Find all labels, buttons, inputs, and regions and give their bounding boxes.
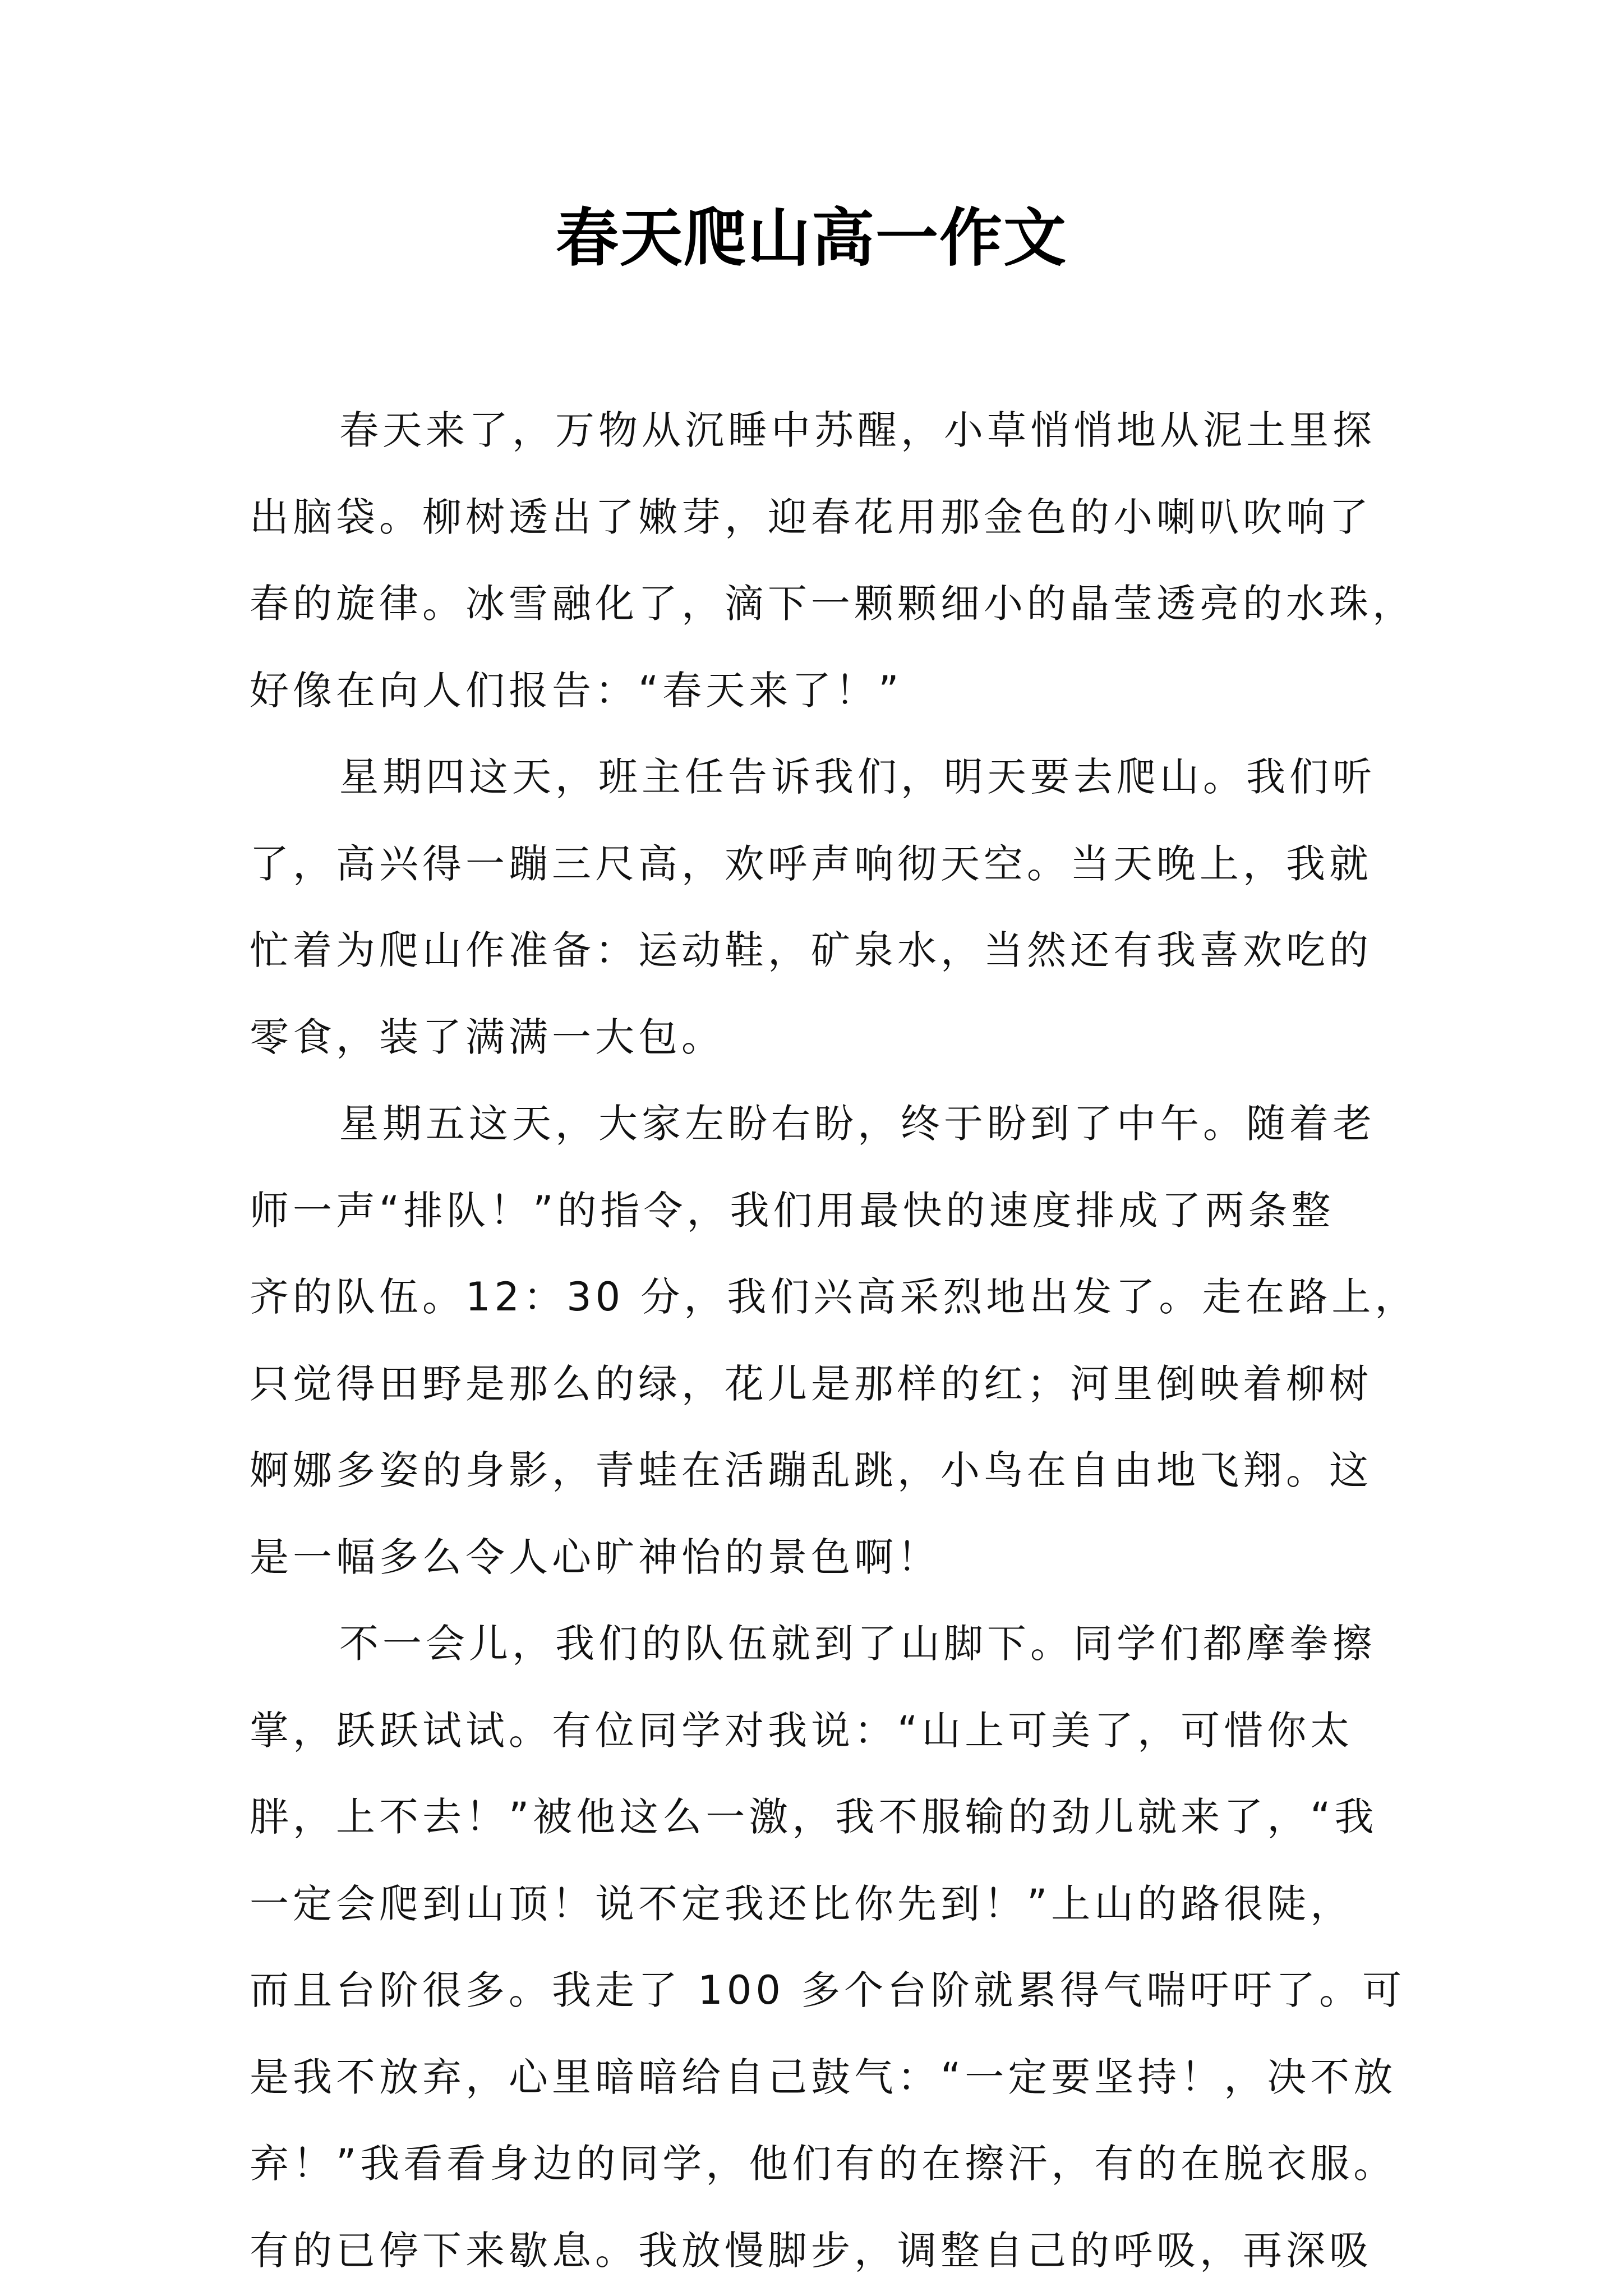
text-line: 只觉得田野是那么的绿，花儿是那样的红；河里倒映着柳树 [250,1360,1372,1407]
text-line: 星期五这天，大家左盼右盼，终于盼到了中午。随着老 [339,1101,1376,1147]
text-line: 出脑袋。柳树透出了嫩芽，迎春花用那金色的小喇叭吹响了 [250,494,1372,540]
text-line: 好像在向人们报告：“春天来了！” [250,667,903,714]
text-line: 掌，跃跃试试。有位同学对我说：“山上可美了，可惜你太 [250,1707,1354,1754]
document-body [250,387,1418,2294]
text-line: 一定会爬到山顶！说不定我还比你先到！”上山的路很陡， [250,1880,1354,1927]
text-line: 星期四这天，班主任告诉我们，明天要去爬山。我们听 [339,754,1376,800]
text-line: 零食，装了满满一大包。 [250,1014,725,1060]
text-line: 了，高兴得一蹦三尺高，欢呼声响彻天空。当天晚上，我就 [250,840,1372,887]
text-line: 胖，上不去！”被他这么一激，我不服输的劲儿就来了，“我 [250,1794,1378,1840]
text-line: 师一声“排队！”的指令，我们用最快的速度排成了两条整 [250,1187,1335,1234]
document-title: 春天爬山高一作文 [556,201,1067,275]
text-line: 齐的队伍。12：30 分，我们兴高采烈地出发了。走在路上， [250,1274,1418,1320]
text-line: 是我不放弃，心里暗暗给自己鼓气：“一定要坚持！，决不放 [250,2054,1397,2100]
text-line: 春天来了，万物从沉睡中苏醒，小草悄悄地从泥土里探 [339,407,1376,453]
text-line: 有的已停下来歇息。我放慢脚步，调整自己的呼吸，再深吸 [250,2227,1372,2274]
text-line: 春的旋律。冰雪融化了，滴下一颗颗细小的晶莹透亮的水珠， [250,581,1415,627]
text-line: 是一幅多么令人心旷神怡的景色啊！ [250,1534,940,1580]
text-line: 不一会儿，我们的队伍就到了山脚下。同学们都摩拳擦 [339,1621,1376,1667]
text-line: 婀娜多姿的身影，青蛙在活蹦乱跳，小鸟在自由地飞翔。这 [250,1447,1372,1493]
text-line: 忙着为爬山作准备：运动鞋，矿泉水，当然还有我喜欢吃的 [250,927,1372,973]
text-line: 而且台阶很多。我走了 100 多个台阶就累得气喘吁吁了。可 [250,1967,1406,2013]
text-line: 弃！”我看看身边的同学，他们有的在擦汗，有的在脱衣服。 [250,2141,1397,2187]
